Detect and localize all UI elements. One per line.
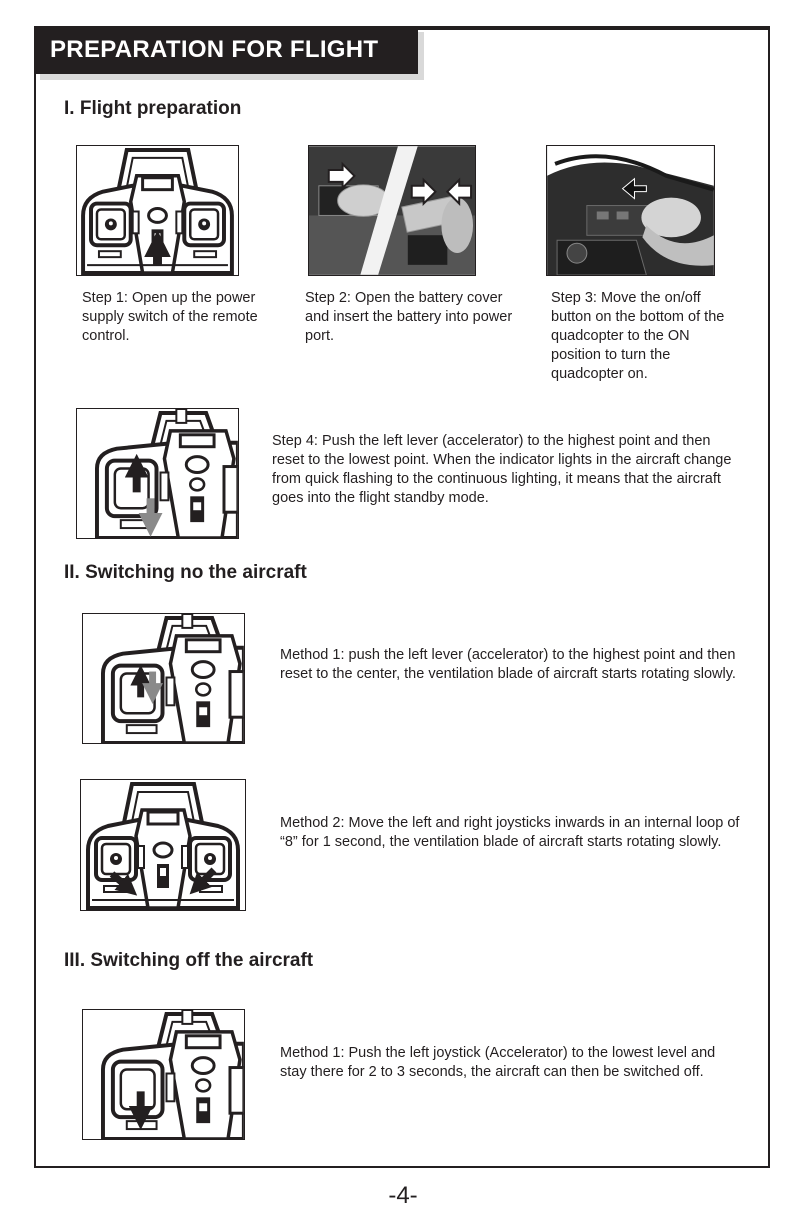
switch-off-method-1-caption: Method 1: Push the left joystick (Accelerator) to the lowest level and stay there for 2 to 3 seconds, the aircraft can then be switched off. [280, 1045, 716, 1080]
section-title-switching-off: III. Switching off the aircraft [64, 950, 314, 971]
step-3-caption: Step 3: Move the on/off button on the bottom of the quadcopter to the ON position to turn the quadcopter on. [551, 290, 725, 382]
section-title-flight-preparation: I. Flight preparation [64, 98, 242, 119]
page-title: PREPARATION FOR FLIGHT [34, 26, 418, 74]
left-stick-down-figure [82, 1009, 245, 1140]
page-number: -4- [388, 1182, 418, 1209]
switch-on-method-1-caption: Method 1: push the left lever (accelerator) to the highest point and then reset to the center, the ventilation blade of aircraft starts rotating slowly. [280, 647, 736, 682]
step-1-caption: Step 1: Open up the power supply switch of the remote control. [82, 290, 258, 344]
step-4-caption: Step 4: Push the left lever (accelerator) to the highest point and then reset to the lowest point. When the indicator lights in the aircraft change from quick flashing to the continuous lighting, it means that the aircraft goes into the flight standby mode. [272, 433, 732, 506]
left-stick-up-down-figure [76, 408, 239, 539]
left-stick-up-center-figure [82, 613, 245, 744]
remote-power-switch-figure [76, 145, 239, 276]
both-sticks-inward-figure [80, 779, 246, 911]
section-title-switching-on: II. Switching no the aircraft [64, 562, 307, 583]
quadcopter-switch-photo [546, 145, 715, 276]
switch-on-method-2-caption: Method 2: Move the left and right joysticks inwards in an internal loop of “8” for 1 second, the ventilation blade of aircraft starts rotating slowly. [280, 815, 740, 850]
battery-insert-photo [308, 145, 476, 276]
step-2-caption: Step 2: Open the battery cover and insert the battery into power port. [305, 290, 513, 344]
